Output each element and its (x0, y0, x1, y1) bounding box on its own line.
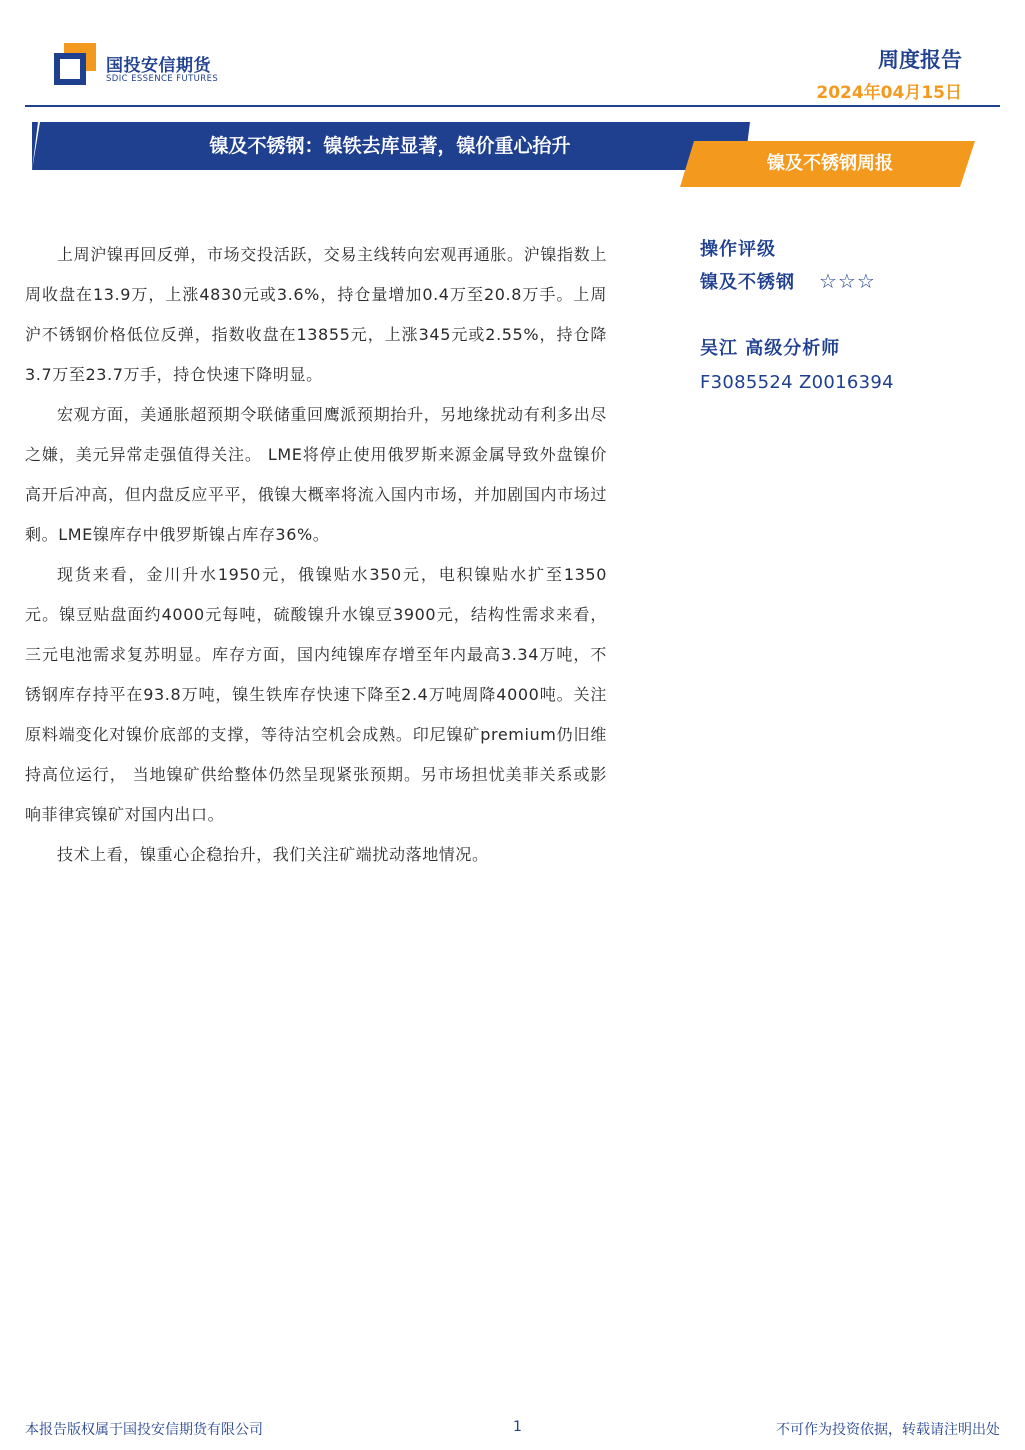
disclaimer-notice: 不可作为投资依据，转载请注明出处 (776, 1422, 1000, 1438)
header-divider (25, 105, 1000, 107)
report-date: 2024年04月15日 (816, 83, 962, 103)
rating-row (700, 268, 1000, 294)
analyst-name: 吴江 高级分析师 (700, 338, 841, 359)
logo-english-name: SDIC ESSENCE FUTURES (106, 74, 219, 84)
rating-stars-icon: ☆☆☆ (819, 269, 876, 293)
report-body (25, 235, 607, 875)
rating-label: 操作评级 (700, 239, 776, 260)
rating-product: 镍及不锈钢 (700, 272, 795, 293)
company-logo (54, 43, 229, 85)
report-title: 镍及不锈钢：镍铁去库显著，镍价重心抬升 (209, 135, 571, 157)
copyright-notice: 本报告版权属于国投安信期货有限公司 (25, 1422, 263, 1438)
page-number: 1 (513, 1419, 522, 1435)
analyst-certificate: F3085524 Z0016394 (700, 372, 894, 393)
report-type: 周度报告 (878, 48, 962, 72)
logo-mark-icon (54, 43, 96, 85)
paragraph-spot-inventory: 现货来看，金川升水1950元，俄镍贴水350元，电积镍贴水扩至1350元。镍豆贴盘面约4000元每吨，硫酸镍升水镍豆3900元，结构性需求来看，三元电池需求复苏明显。库存方面，国内纯镍库存增至年内最高3.34万吨，不锈钢库存持平在93.8万吨，镍生铁库存快速下降至2.4万吨周降4000吨。关注原料端变化对镍价底部的支撑，等待沽空机会成熟。印尼镍矿premium仍旧维持高位运行， 当地镍矿供给整体仍然呈现紧张预期。另市场担忧美菲关系或影响菲律宾镍矿对国内出口。 (25, 565, 607, 824)
paragraph-market-review: 上周沪镍再回反弹，市场交投活跃，交易主线转向宏观再通胀。沪镍指数上周收盘在13.9万，上涨4830元或3.6%，持仓量增加0.4万至20.8万手。上周沪不锈钢价格低位反弹，指数收盘在13855元，上涨345元或2.55%，持仓降3.7万至23.7万手，持仓快速下降明显。 (25, 245, 607, 384)
paragraph-technical: 技术上看，镍重心企稳抬升，我们关注矿端扰动落地情况。 (57, 845, 489, 864)
paragraph-macro: 宏观方面，美通胀超预期令联储重回鹰派预期抬升，另地缘扰动有利多出尽之嫌，美元异常走强值得关注。 LME将停止使用俄罗斯来源金属导致外盘镍价高开后冲高，但内盘反应平平，俄镍大概率将流入国内市场，并加剧国内市场过剩。LME镍库存中俄罗斯镍占库存36%。 (25, 405, 607, 544)
report-series-tag: 镍及不锈钢周报 (767, 153, 893, 174)
page-footer (25, 1419, 1000, 1439)
sidebar (700, 234, 1000, 398)
logo-chinese-name: 国投安信期货 (106, 56, 211, 76)
